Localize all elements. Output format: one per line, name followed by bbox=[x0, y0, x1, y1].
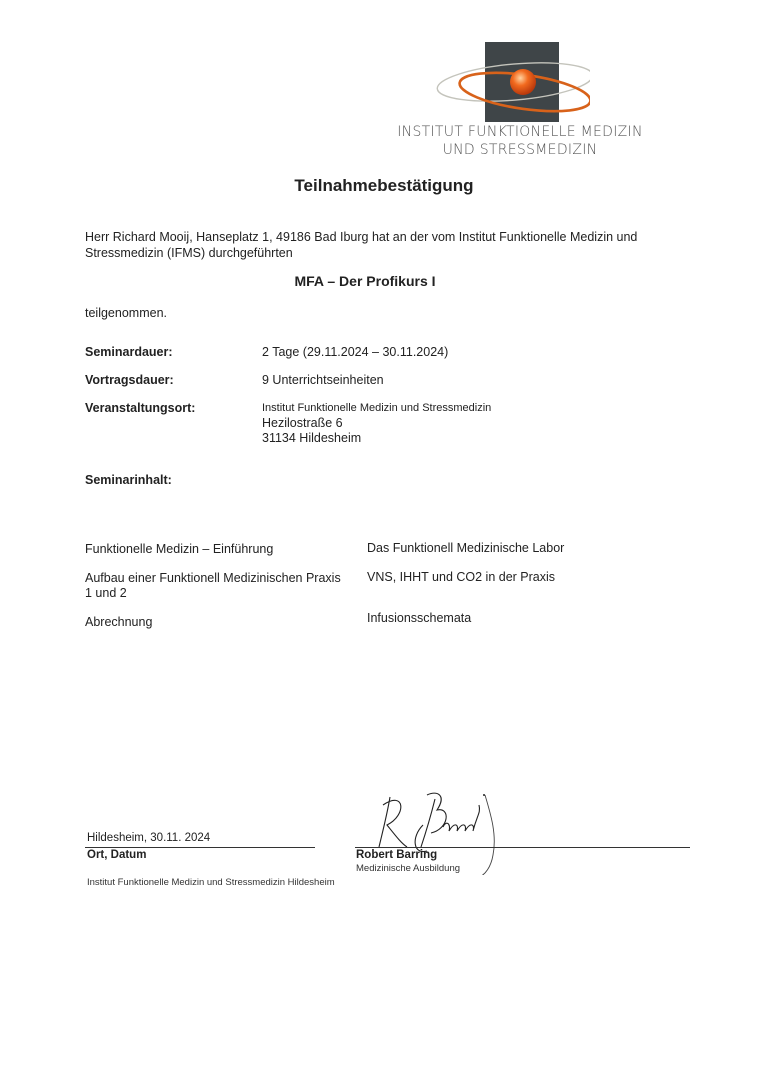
content-item-left-3: Abrechnung bbox=[85, 615, 153, 629]
participated-text: teilgenommen. bbox=[85, 306, 167, 320]
place-date-value: Hildesheim, 30.11. 2024 bbox=[87, 832, 211, 844]
venue-line-2: Hezilostraße 6 bbox=[262, 416, 343, 430]
content-item-left-1: Funktionelle Medizin – Einführung bbox=[85, 542, 274, 556]
venue-line-1: Institut Funktionelle Medizin und Stressmedizin bbox=[262, 402, 492, 414]
signature-line bbox=[355, 847, 690, 848]
institute-footer: Institut Funktionelle Medizin und Stressmedizin Hildesheim bbox=[87, 877, 335, 888]
content-item-right-3: Infusionsschemata bbox=[367, 611, 472, 625]
seminar-duration-label: Seminardauer: bbox=[85, 345, 173, 359]
document-title: Teilnahmebestätigung bbox=[294, 176, 474, 195]
handwritten-signature-icon bbox=[365, 785, 515, 875]
content-item-right-2: VNS, IHHT und CO2 in der Praxis bbox=[367, 570, 556, 584]
signer-role: Medizinische Ausbildung bbox=[356, 863, 461, 874]
intro-line-1: Herr Richard Mooij, Hanseplatz 1, 49186 Bad Iburg hat an der vom Institut Funktionelle Medizin und bbox=[85, 230, 638, 244]
place-date-line bbox=[85, 847, 315, 848]
content-item-left-2: Aufbau einer Funktionell Medizinischen Praxis bbox=[85, 571, 341, 585]
lecture-duration-label: Vortragsdauer: bbox=[85, 373, 174, 387]
venue-label: Veranstaltungsort: bbox=[85, 401, 196, 415]
institute-logo-icon bbox=[430, 40, 590, 130]
course-title: MFA – Der Profikurs I bbox=[294, 273, 436, 289]
content-item-left-2b: 1 und 2 bbox=[85, 586, 127, 600]
lecture-duration-value: 9 Unterrichtseinheiten bbox=[262, 373, 384, 387]
content-item-right-1: Das Funktionell Medizinische Labor bbox=[367, 541, 565, 555]
logo-text-line2: UND STRESSMEDIZIN bbox=[442, 142, 598, 158]
logo-text-line1: INSTITUT FUNKTIONELLE MEDIZIN bbox=[397, 124, 643, 140]
seminar-duration-value: 2 Tage (29.11.2024 – 30.11.2024) bbox=[262, 345, 449, 359]
seminar-content-label: Seminarinhalt: bbox=[85, 473, 172, 487]
signer-name: Robert Barring bbox=[356, 849, 438, 861]
place-date-label: Ort, Datum bbox=[87, 849, 147, 861]
venue-line-3: 31134 Hildesheim bbox=[262, 431, 362, 445]
intro-line-2: Stressmedizin (IFMS) durchgeführten bbox=[85, 246, 293, 260]
